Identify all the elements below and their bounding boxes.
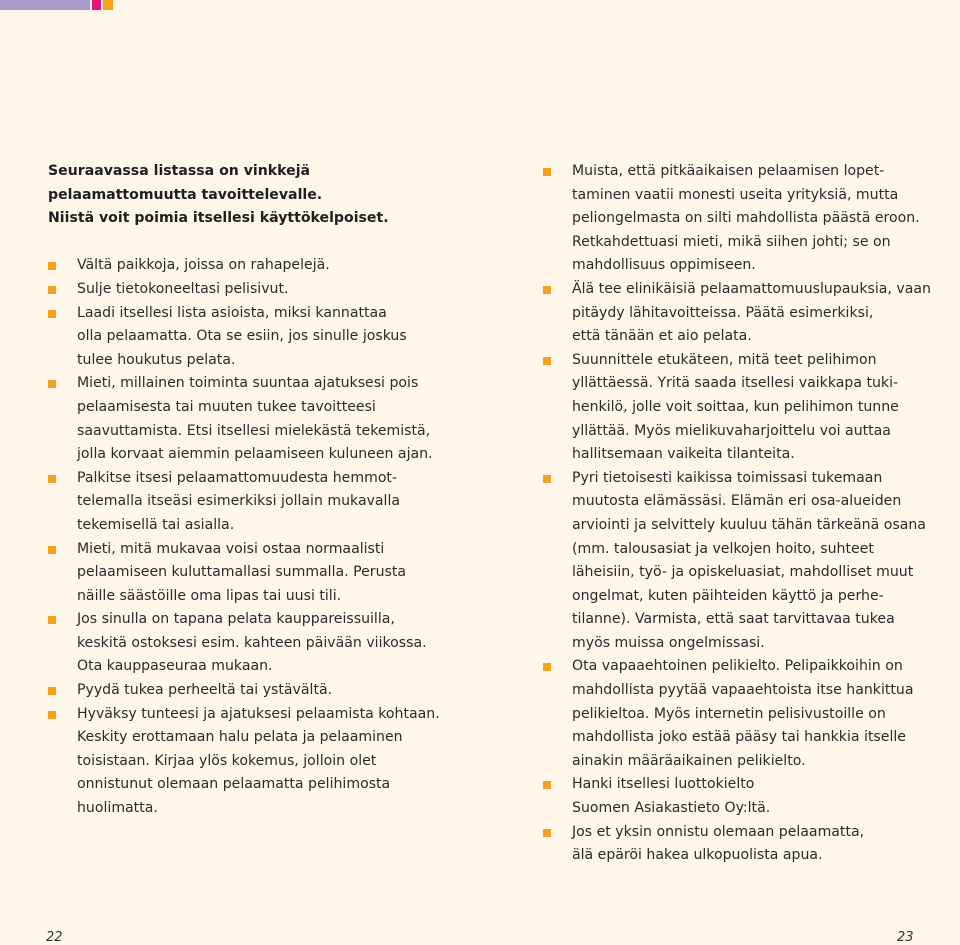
left-tip-list xyxy=(48,254,448,820)
square-bullet-icon xyxy=(48,546,56,554)
orange-bar-segment xyxy=(103,0,113,10)
tip-text-line: Palkitse itsesi pelaamattomuudesta hemmot- xyxy=(77,469,398,486)
tip-text-line: saavuttamista. Etsi itsellesi mielekästä tekemistä, xyxy=(77,422,431,439)
tip-list-item xyxy=(48,538,448,609)
tip-text-line: tulee houkutus pelata. xyxy=(77,351,236,368)
tip-list-item xyxy=(543,278,943,349)
tip-list-item xyxy=(48,254,448,278)
lavender-bar-segment xyxy=(0,0,90,10)
square-bullet-icon xyxy=(543,475,551,483)
intro-heading xyxy=(48,160,448,231)
tip-list-item xyxy=(48,703,448,821)
tip-text-line: mahdollisuus oppimiseen. xyxy=(572,257,756,274)
tip-text-line: Vältä paikkoja, joissa on rahapelejä. xyxy=(77,257,330,274)
intro-line: Niistä voit poimia itsellesi käyttökelpoiset. xyxy=(48,210,389,227)
square-bullet-icon xyxy=(543,829,551,837)
tip-text-line: myös muissa ongelmissasi. xyxy=(572,634,765,651)
tip-text-line: telemalla itseäsi esimerkiksi jollain mukavalla xyxy=(77,493,401,510)
tip-text-line: toisistaan. Kirjaa ylös kokemus, jolloin olet xyxy=(77,752,377,769)
tip-text-line: että tänään et aio pelata. xyxy=(572,328,752,345)
tip-text-line: Muista, että pitkäaikaisen pelaamisen lopet- xyxy=(572,163,885,179)
square-bullet-icon xyxy=(543,357,551,365)
page-number-right: 23 xyxy=(897,930,914,945)
tip-text-line: läheisiin, työ- ja opiskeluasiat, mahdolliset muut xyxy=(572,564,914,581)
tip-text-line: Jos et yksin onnistu olemaan pelaamatta, xyxy=(572,823,865,840)
tip-text-line: yllättää. Myös mielikuvaharjoittelu voi auttaa xyxy=(572,422,891,439)
square-bullet-icon xyxy=(543,286,551,294)
right-column xyxy=(543,160,943,868)
tip-list-item xyxy=(48,467,448,538)
tip-text-line: mahdollista pyytää vapaaehtoista itse hankittua xyxy=(572,682,914,699)
tip-text-line: mahdollista joko estää pääsy tai hankkia itselle xyxy=(572,729,906,746)
top-color-bar xyxy=(0,0,960,10)
tip-text-line: Hyväksy tunteesi ja ajatuksesi pelaamista kohtaan. xyxy=(77,705,440,722)
tip-text-line: tekemisellä tai asialla. xyxy=(77,516,235,533)
tip-text-line: Mieti, millainen toiminta suuntaa ajatuksesi pois xyxy=(77,375,419,392)
tip-text-line: Sulje tietokoneeltasi pelisivut. xyxy=(77,280,289,297)
tip-list-item xyxy=(48,278,448,302)
tip-text-line: arviointi ja selvittely kuuluu tähän tärkeänä osana xyxy=(572,516,926,533)
tip-text-line: Ota kauppaseuraa mukaan. xyxy=(77,658,273,675)
square-bullet-icon xyxy=(48,310,56,318)
tip-text-line: pelikieltoa. Myös internetin pelisivustoille on xyxy=(572,705,886,722)
square-bullet-icon xyxy=(543,781,551,789)
tip-text-line: Keskity erottamaan halu pelata ja pelaaminen xyxy=(77,729,403,746)
square-bullet-icon xyxy=(543,168,551,176)
tip-text-line: Mieti, mitä mukavaa voisi ostaa normaalisti xyxy=(77,540,385,557)
tip-list-item xyxy=(48,372,448,466)
tip-text-line: henkilö, jolle voit soittaa, kun pelihimon tunne xyxy=(572,398,899,415)
tip-text-line: Suunnittele etukäteen, mitä teet pelihimon xyxy=(572,351,877,368)
tip-list-item xyxy=(48,608,448,679)
square-bullet-icon xyxy=(48,286,56,294)
magenta-bar-segment xyxy=(92,0,101,10)
tip-text-line: Älä tee elinikäisiä pelaamattomuuslupauksia, vaan xyxy=(572,280,931,297)
tip-text-line: älä epäröi hakea ulkopuolista apua. xyxy=(572,847,823,864)
tip-list-item xyxy=(48,302,448,373)
tip-text-line: Pyri tietoisesti kaikissa toimissasi tukemaan xyxy=(572,469,883,486)
tip-list-item xyxy=(543,349,943,467)
tip-text-line: jolla korvaat aiemmin pelaamiseen kuluneen ajan. xyxy=(77,446,433,463)
tip-list-item xyxy=(543,160,943,278)
tip-text-line: taminen vaatii monesti useita yrityksiä, mutta xyxy=(572,186,899,203)
tip-text-line: Jos sinulla on tapana pelata kauppareissuilla, xyxy=(77,611,395,628)
square-bullet-icon xyxy=(48,262,56,270)
square-bullet-icon xyxy=(48,616,56,624)
tip-list-item xyxy=(543,655,943,773)
tip-list-item xyxy=(543,467,943,656)
tip-text-line: pitäydy lähitavoitteissa. Päätä esimerkiksi, xyxy=(572,304,874,321)
tip-text-line: olla pelaamatta. Ota se esiin, jos sinulle joskus xyxy=(77,328,407,345)
tip-text-line: Ota vapaaehtoinen pelikielto. Pelipaikkoihin on xyxy=(572,658,903,675)
square-bullet-icon xyxy=(48,380,56,388)
tip-text-line: ongelmat, kuten päihteiden käyttö ja perhe- xyxy=(572,587,884,604)
left-column xyxy=(48,160,448,821)
tip-text-line: yllättäessä. Yritä saada itsellesi vaikkapa tuki- xyxy=(572,375,899,392)
tip-text-line: ainakin määräaikainen pelikielto. xyxy=(572,752,806,769)
intro-line: Seuraavassa listassa on vinkkejä xyxy=(48,163,311,179)
tip-text-line: hallitsemaan vaikeita tilanteita. xyxy=(572,446,795,463)
tip-text-line: Retkahdettuasi mieti, mikä siihen johti; se on xyxy=(572,233,891,250)
square-bullet-icon xyxy=(543,663,551,671)
tip-text-line: Suomen Asiakastieto Oy:ltä. xyxy=(572,800,771,817)
square-bullet-icon xyxy=(48,711,56,719)
square-bullet-icon xyxy=(48,687,56,695)
tip-text-line: pelaamiseen kuluttamallasi summalla. Perusta xyxy=(77,564,407,581)
tip-text-line: (mm. talousasiat ja velkojen hoito, suhteet xyxy=(572,540,874,557)
tip-text-line: pelaamisesta tai muuten tukee tavoitteesi xyxy=(77,398,376,415)
tip-text-line: Hanki itsellesi luottokielto xyxy=(572,776,755,793)
tip-text-line: keskitä ostoksesi esim. kahteen päivään viikossa. xyxy=(77,634,427,651)
tip-text-line: tilanne). Varmista, että saat tarvittavaa tukea xyxy=(572,611,895,628)
tip-text-line: onnistunut olemaan pelaamatta pelihimosta xyxy=(77,776,391,793)
tip-text-line: Pyydä tukea perheeltä tai ystävältä. xyxy=(77,682,333,699)
intro-line: pelaamattomuutta tavoittelevalle. xyxy=(48,186,323,203)
tip-text-line: muutosta elämässäsi. Elämän eri osa-alueiden xyxy=(572,493,902,510)
tip-list-item xyxy=(543,821,943,868)
square-bullet-icon xyxy=(48,475,56,483)
tip-list-item xyxy=(543,773,943,820)
tip-text-line: näille säästöille oma lipas tai uusi tili. xyxy=(77,587,342,604)
page-number-left: 22 xyxy=(46,930,63,945)
tip-text-line: peliongelmasta on silti mahdollista päästä eroon. xyxy=(572,210,920,227)
right-tip-list xyxy=(543,160,943,868)
tip-text-line: huolimatta. xyxy=(77,800,158,817)
tip-text-line: Laadi itsellesi lista asioista, miksi kannattaa xyxy=(77,304,387,321)
tip-list-item xyxy=(48,679,448,703)
